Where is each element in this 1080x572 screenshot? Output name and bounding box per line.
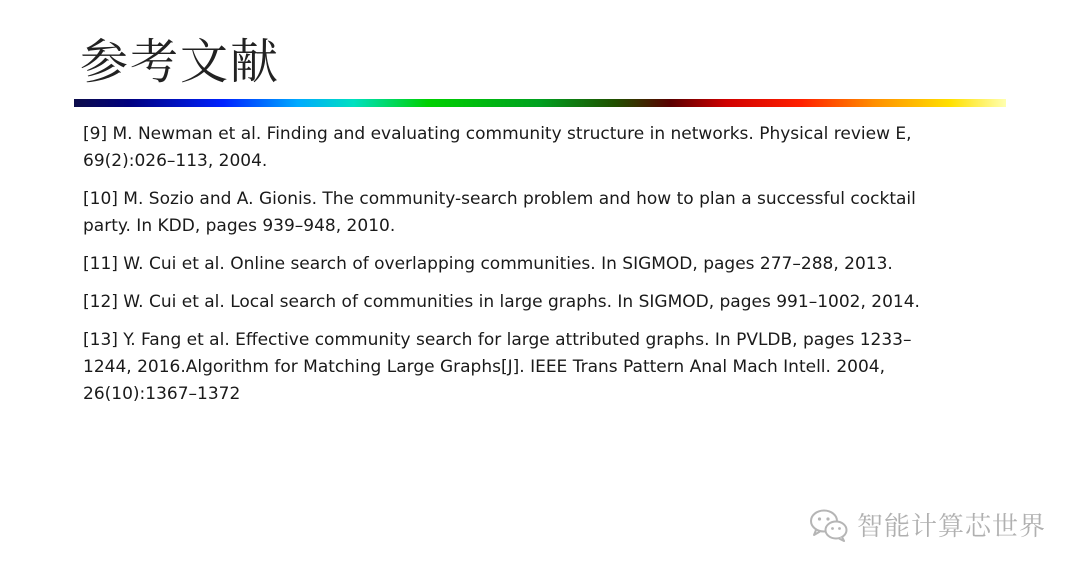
reference-item: [9] M. Newman et al. Finding and evaluating community structure in networks. Physical review E, 69(2):026–113, 2004.: [83, 124, 912, 171]
slide-title: 参考文献: [80, 34, 281, 90]
reference-item: [12] W. Cui et al. Local search of communities in large graphs. In SIGMOD, pages 991–1002, 2014.: [83, 292, 920, 312]
reference-item: [13] Y. Fang et al. Effective community search for large attributed graphs. In PVLDB, pages 1233–1244, 2016.Algorithm for Matching Large Graphs[J]. IEEE Trans Pattern Anal Mach Intell. 2004, 26(10):1367–1372: [83, 330, 912, 404]
watermark-text: 智能计算芯世界: [856, 512, 1046, 542]
reference-item: [11] W. Cui et al. Online search of overlapping communities. In SIGMOD, pages 277–288, 2013.: [83, 254, 893, 274]
reference-list: [83, 121, 943, 419]
wechat-icon: [809, 508, 849, 542]
reference-item: [10] M. Sozio and A. Gionis. The community-search problem and how to plan a successful cocktail party. In KDD, pages 939–948, 2010.: [83, 189, 916, 236]
rainbow-divider: [74, 99, 1006, 107]
watermark: [809, 506, 1046, 543]
